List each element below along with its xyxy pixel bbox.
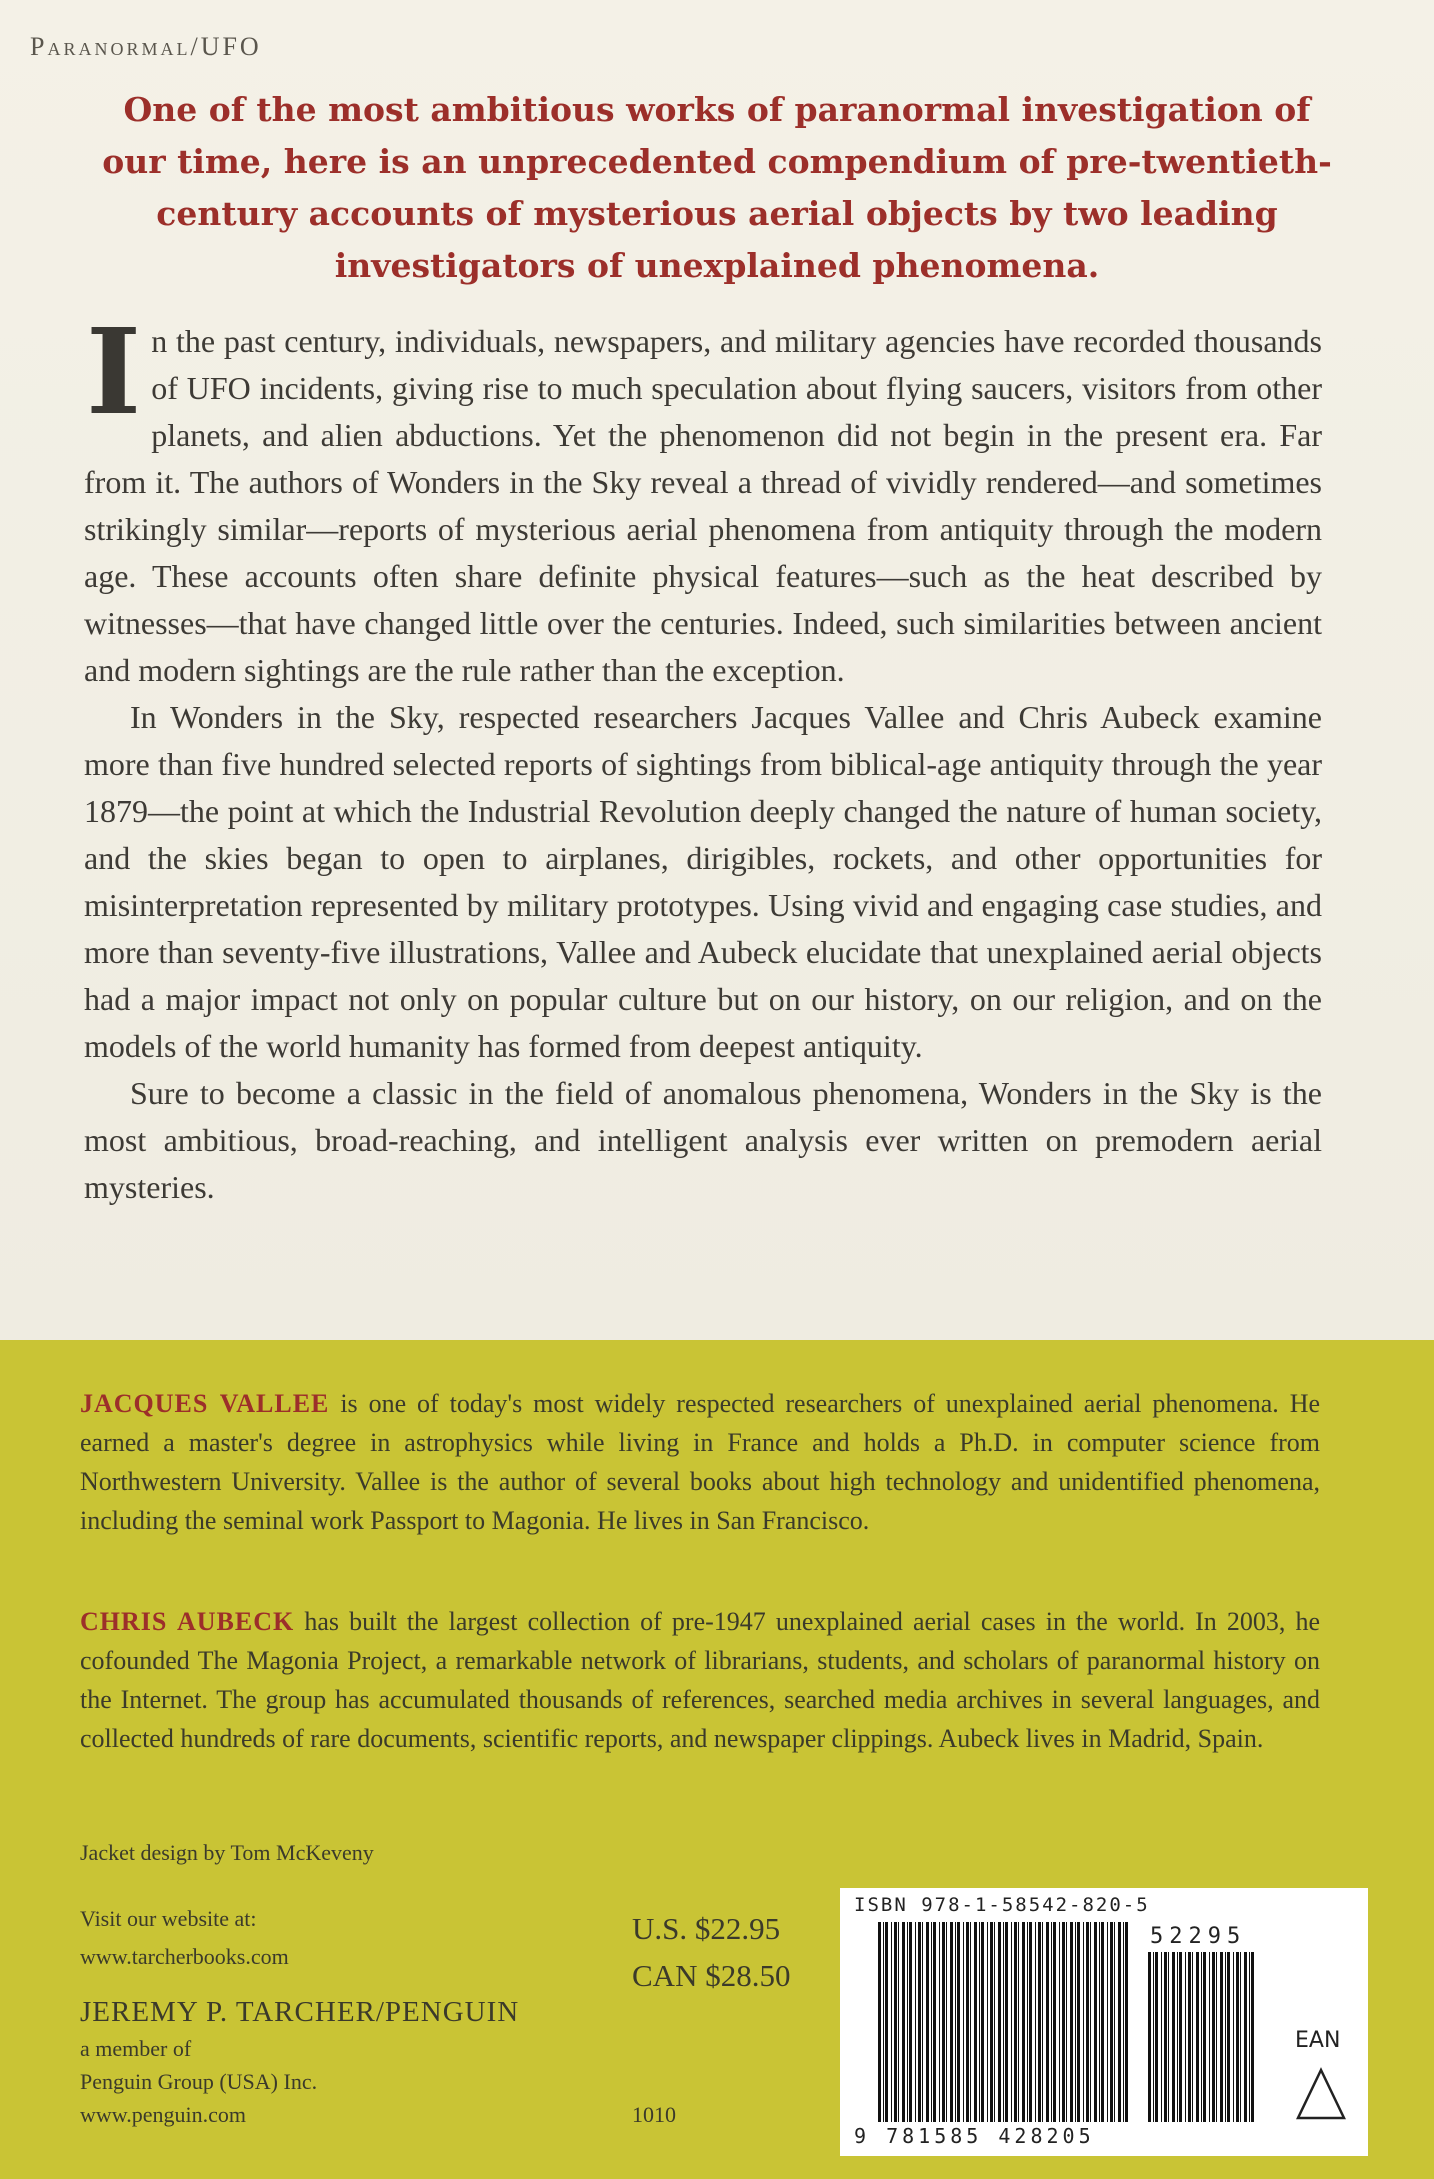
barcode-bar <box>1018 1922 1019 2122</box>
barcode-bar <box>994 1922 995 2122</box>
barcode-bar <box>1148 1952 1151 2122</box>
print-code: 1010 <box>632 2102 676 2127</box>
barcode-bar <box>946 1922 947 2122</box>
barcode-bar <box>933 1922 936 2122</box>
barcode-bar <box>1110 1922 1113 2122</box>
barcode-bar <box>1066 1922 1067 2122</box>
barcode-bar <box>883 1922 884 2122</box>
barcode-bar <box>987 1922 988 2122</box>
barcode-bar <box>1192 1952 1193 2122</box>
barcode-bar <box>1011 1922 1012 2122</box>
barcode-bar <box>974 1922 977 2122</box>
barcode-bar <box>981 1922 984 2122</box>
supplement-digits: 52295 <box>1150 1924 1247 1949</box>
author-band <box>0 1340 1434 2179</box>
barcode-bar <box>1172 1952 1175 2122</box>
body-copy <box>84 302 1322 1211</box>
barcode-bar <box>878 1922 881 2122</box>
barcode-bar <box>1240 1952 1241 2122</box>
barcode-bar <box>1035 1922 1036 2122</box>
barcode-bar <box>1077 1922 1080 2122</box>
barcode-bar <box>1177 1952 1178 2122</box>
barcode-bar <box>907 1922 908 2122</box>
barcode-bar <box>957 1922 960 2122</box>
barcode-bar <box>1090 1922 1091 2122</box>
ean-barcode-bars <box>878 1922 1128 2122</box>
barcode-bar <box>1014 1922 1017 2122</box>
ean-label: EAN <box>1295 2028 1341 2053</box>
barcode-bar <box>1161 1952 1162 2122</box>
barcode-bar <box>990 1922 993 2122</box>
barcode-bar <box>955 1922 956 2122</box>
price-us: U.S. $22.95 <box>632 1911 781 1946</box>
barcode-bar <box>1185 1952 1186 2122</box>
barcode-box <box>840 1888 1368 2156</box>
barcode-bar <box>970 1922 971 2122</box>
ean-triangle-icon <box>1294 2066 1348 2122</box>
author-bio-text: is one of today's most widely respected researchers of unexplained aerial phenomena. He earned a master's degree in astrophysics while living in France and holds a Ph.D. in computer science from Northwestern University. Vallee is the author of several books about high technology and unidentified phenomena, including the seminal work Passport to Magonia. He lives in San Francisco. <box>80 1389 1321 1535</box>
barcode-bar <box>939 1922 940 2122</box>
barcode-bar <box>1075 1922 1076 2122</box>
barcode-bar <box>1168 1952 1169 2122</box>
barcode-bar <box>942 1922 945 2122</box>
barcode-bar <box>931 1922 932 2122</box>
barcode-bar <box>1099 1922 1100 2122</box>
barcode-bar <box>885 1922 888 2122</box>
barcode-bar <box>894 1922 897 2122</box>
barcode-bar <box>909 1922 912 2122</box>
barcode-bar <box>1046 1922 1049 2122</box>
author-name: JACQUES VALLEE <box>80 1389 330 1418</box>
barcode-bar <box>1209 1952 1210 2122</box>
publisher-group: Penguin Group (USA) Inc. <box>80 2069 318 2094</box>
price-can: CAN $28.50 <box>632 1958 791 1993</box>
barcode-bar <box>1005 1922 1008 2122</box>
barcode-bar <box>918 1922 921 2122</box>
drop-cap: I <box>86 302 142 441</box>
barcode-bar <box>1212 1952 1215 2122</box>
barcode-bar <box>1027 1922 1028 2122</box>
author-name: CHRIS AUBECK <box>80 1607 295 1636</box>
barcode-bar <box>1125 1922 1128 2122</box>
barcode-bar <box>966 1922 969 2122</box>
barcode-bar <box>1201 1952 1202 2122</box>
barcode-bar <box>1123 1922 1124 2122</box>
barcode-bar <box>1236 1952 1239 2122</box>
barcode-bar <box>950 1922 953 2122</box>
barcode-bar <box>1042 1922 1043 2122</box>
isbn-text: ISBN 978-1-58542-820-5 <box>854 1894 1150 1916</box>
barcode-bar <box>1051 1922 1052 2122</box>
barcode-bar <box>1083 1922 1084 2122</box>
body-paragraph-1 <box>84 302 1322 694</box>
body-paragraph-1-text: n the past century, individuals, newspapers, and military agencies have recorded thousands of UFO incidents, giving rise to much speculation about flying saucers, visitors from other planets, and alien abductions. Yet the phenomenon did not begin in the present era. Far from it. The authors of Wonders in the Sky reveal a thread of vividly rendered—and sometimes strikingly similar—reports of mysterious aerial phenomena from antiquity through the modern age. These accounts often share definite physical features—such as the heat described by witnesses—that have changed little over the centuries. Indeed, such similarities between ancient and modern sightings are the rule rather than the exception. <box>84 323 1322 688</box>
barcode-bar <box>1216 1952 1217 2122</box>
website-block <box>80 1900 289 1976</box>
author-bio-vallee <box>80 1384 1320 1540</box>
barcode-bar <box>979 1922 980 2122</box>
barcode-bar <box>1251 1952 1254 2122</box>
barcode-bar <box>1118 1922 1121 2122</box>
category-label: Paranormal/UFO <box>30 32 262 61</box>
barcode-bar <box>963 1922 964 2122</box>
body-paragraph-3: Sure to become a classic in the field of anomalous phenomena, Wonders in the Sky is the most ambitious, broad-reaching, and intelligent analysis ever written on premodern aerial mysteries. <box>84 1075 1322 1205</box>
barcode-bar <box>1114 1922 1115 2122</box>
barcode-bar <box>1059 1922 1060 2122</box>
barcode-bar <box>922 1922 923 2122</box>
barcode-bar <box>915 1922 916 2122</box>
publisher-name: JEREMY P. TARCHER/PENGUIN <box>80 1996 520 2028</box>
barcode-bar <box>1053 1922 1056 2122</box>
barcode-bar <box>1203 1952 1206 2122</box>
barcode-bar <box>902 1922 905 2122</box>
barcode-bar <box>1038 1922 1041 2122</box>
barcode-bar <box>898 1922 899 2122</box>
author-bio-text: has built the largest collection of pre-1947 unexplained aerial cases in the world. In 2003, he cofounded The Magonia Project, a remarkable network of librarians, students, and scholars of paranormal history on the Internet. The group has accumulated thousands of references, searched media archives in several languages, and collected hundreds of rare documents, scientific reports, and newspaper clippings. Aubeck lives in Madrid, Spain. <box>80 1607 1321 1753</box>
publisher-url[interactable]: www.penguin.com <box>80 2102 246 2127</box>
publisher-block <box>80 1992 519 2131</box>
barcode-bar <box>1233 1952 1234 2122</box>
barcode-bar <box>926 1922 929 2122</box>
barcode-bar <box>1225 1952 1226 2122</box>
price-block <box>632 1905 790 1999</box>
author-bio-aubeck <box>80 1602 1320 1758</box>
barcode-bar <box>1070 1922 1073 2122</box>
barcode-bar <box>1029 1922 1032 2122</box>
barcode-bar <box>1155 1952 1158 2122</box>
publisher-member: a member of <box>80 2036 192 2061</box>
headline: One of the most ambitious works of paranormal investigation of our time, here is an unprecedented compendium of pre-twentieth-century accounts of mysterious aerial objects by two leading investigators of unexplained phenomena. <box>102 90 1332 285</box>
barcode-bar <box>1101 1922 1104 2122</box>
website-url[interactable]: www.tarcherbooks.com <box>80 1944 289 1969</box>
barcode-bar <box>1188 1952 1191 2122</box>
barcode-bar <box>1022 1922 1025 2122</box>
barcode-bar <box>1062 1922 1065 2122</box>
barcode-bar <box>891 1922 892 2122</box>
barcode-bar <box>1220 1952 1223 2122</box>
supplement-barcode-bars <box>1148 1952 1258 2122</box>
barcode-bar <box>1179 1952 1182 2122</box>
barcode-bar <box>1153 1952 1154 2122</box>
barcode-bar <box>1196 1952 1199 2122</box>
barcode-bar <box>1086 1922 1089 2122</box>
barcode-bar <box>1249 1952 1250 2122</box>
barcode-bar <box>1107 1922 1108 2122</box>
barcode-bar <box>1244 1952 1247 2122</box>
body-paragraph-2: In Wonders in the Sky, respected researchers Jacques Vallee and Chris Aubeck examine more than five hundred selected reports of sightings from biblical-age antiquity through the year 1879—the point at which the Industrial Revolution deeply changed the nature of human society, and the skies began to open to airplanes, dirigibles, rockets, and other opportunities for misinterpretation represented by military prototypes. Using vivid and engaging case studies, and more than seventy-five illustrations, Vallee and Aubeck elucidate that unexplained aerial objects had a major impact not only on popular culture but on our history, on our religion, and on the models of the world humanity has formed from deepest antiquity. <box>84 699 1322 1064</box>
jacket-credit: Jacket design by Tom McKeveny <box>80 1840 374 1865</box>
barcode-bar <box>998 1922 1001 2122</box>
barcode-bar <box>1003 1922 1004 2122</box>
barcode-bar <box>1094 1922 1097 2122</box>
ean-digits: 9 781585 428205 <box>854 2124 1095 2148</box>
barcode-bar <box>1164 1952 1167 2122</box>
website-label: Visit our website at: <box>80 1906 257 1931</box>
barcode-bar <box>1227 1952 1230 2122</box>
